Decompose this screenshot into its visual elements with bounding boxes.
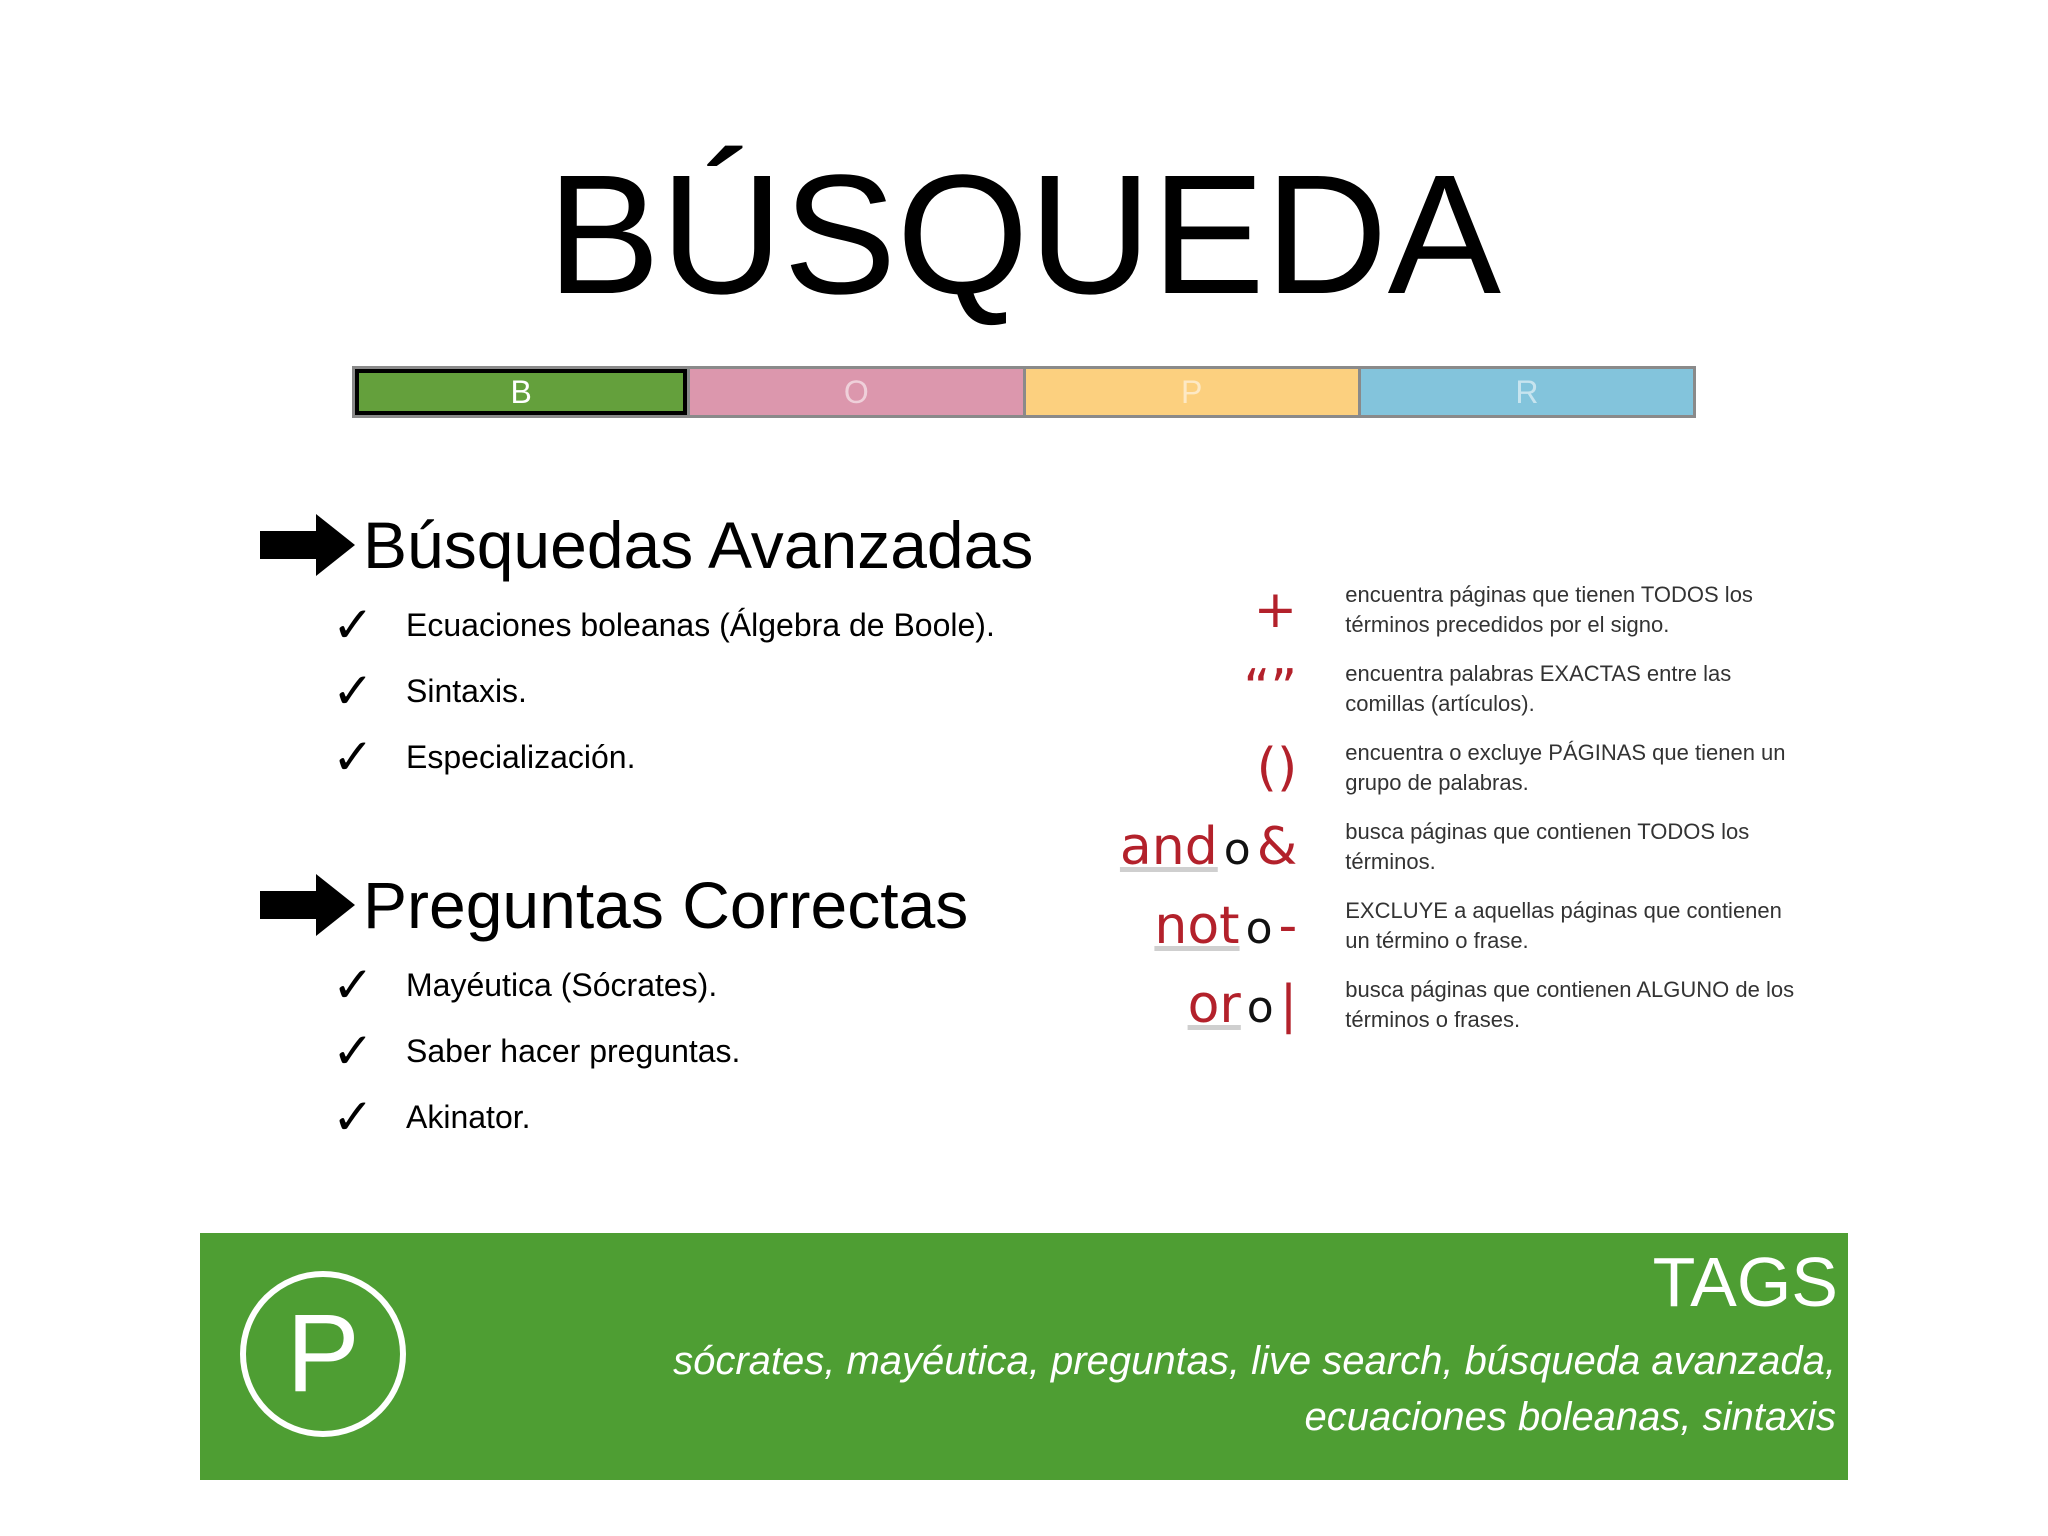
list-item: ✓ Saber hacer preguntas. [332, 1022, 741, 1080]
operator-description: EXCLUYE a aquellas páginas que contienen un término o frase. [1345, 897, 1782, 953]
operator-row [1060, 649, 1800, 728]
list-item: ✓ Akinator. [332, 1088, 531, 1146]
operator-row [1060, 965, 1800, 1044]
arrow-right-icon [260, 874, 355, 936]
list-item: ✓ Mayéutica (Sócrates). [332, 956, 718, 1014]
section-preguntas-correctas [260, 868, 969, 1150]
operator-description: encuentra o excluye PÁGINAS que tienen un grupo de palabras. [1345, 739, 1786, 795]
arrow-right-icon [260, 514, 355, 576]
p-badge-icon: P [240, 1271, 406, 1437]
bullet-list [332, 952, 968, 1150]
operator-symbol: + [1253, 579, 1298, 640]
bullet-list [332, 592, 1033, 790]
page-title: BÚSQUEDA [546, 140, 1502, 330]
operator-symbol: or o | [1187, 974, 1298, 1035]
bopr-segment-o[interactable]: O [687, 369, 1022, 415]
operator-description: encuentra páginas que tienen TODOS los términos precedidos por el signo. [1345, 581, 1753, 637]
list-item: ✓ Ecuaciones boleanas (Álgebra de Boole). [332, 596, 995, 654]
bopr-segment-b[interactable]: B [355, 369, 687, 415]
tags-list [636, 1333, 1836, 1445]
bopr-segment-p[interactable]: P [1023, 369, 1358, 415]
operator-description: busca páginas que contienen TODOS los términos. [1345, 818, 1750, 874]
tags-line: sócrates, mayéutica, preguntas, live search, búsqueda avanzada, [673, 1339, 1836, 1383]
operator-row [1060, 728, 1800, 807]
checkmark-icon: ✓ [332, 728, 374, 786]
bopr-segment-r[interactable]: R [1358, 369, 1693, 415]
section-busquedas-avanzadas [260, 508, 1034, 790]
list-item: ✓ Especialización. [332, 728, 636, 786]
bopr-progress-bar [352, 366, 1696, 418]
section-heading [260, 508, 1034, 582]
checkmark-icon: ✓ [332, 1088, 374, 1146]
operator-symbol: and o & [1119, 816, 1298, 877]
section-heading-text: Búsquedas Avanzadas [363, 508, 1034, 582]
operator-row [1060, 886, 1800, 965]
section-heading-text: Preguntas Correctas [363, 868, 969, 942]
section-heading [260, 868, 969, 942]
checkmark-icon: ✓ [332, 956, 374, 1014]
tags-title: TAGS [1652, 1243, 1838, 1321]
operator-row [1060, 570, 1800, 649]
operator-description: busca páginas que contienen ALGUNO de los términos o frases. [1345, 976, 1795, 1032]
checkmark-icon: ✓ [332, 1022, 374, 1080]
operator-symbol: not o - [1154, 895, 1298, 956]
tags-banner [200, 1233, 1848, 1480]
operator-row [1060, 807, 1800, 886]
list-item: ✓ Sintaxis. [332, 662, 527, 720]
operators-table [1060, 570, 1800, 1044]
operator-symbol: () [1256, 737, 1298, 798]
operator-description: encuentra palabras EXACTAS entre las comillas (artículos). [1345, 660, 1732, 716]
operator-symbol: “” [1243, 658, 1298, 719]
tags-line: ecuaciones boleanas, sintaxis [1304, 1395, 1836, 1439]
checkmark-icon: ✓ [332, 662, 374, 720]
checkmark-icon: ✓ [332, 596, 374, 654]
